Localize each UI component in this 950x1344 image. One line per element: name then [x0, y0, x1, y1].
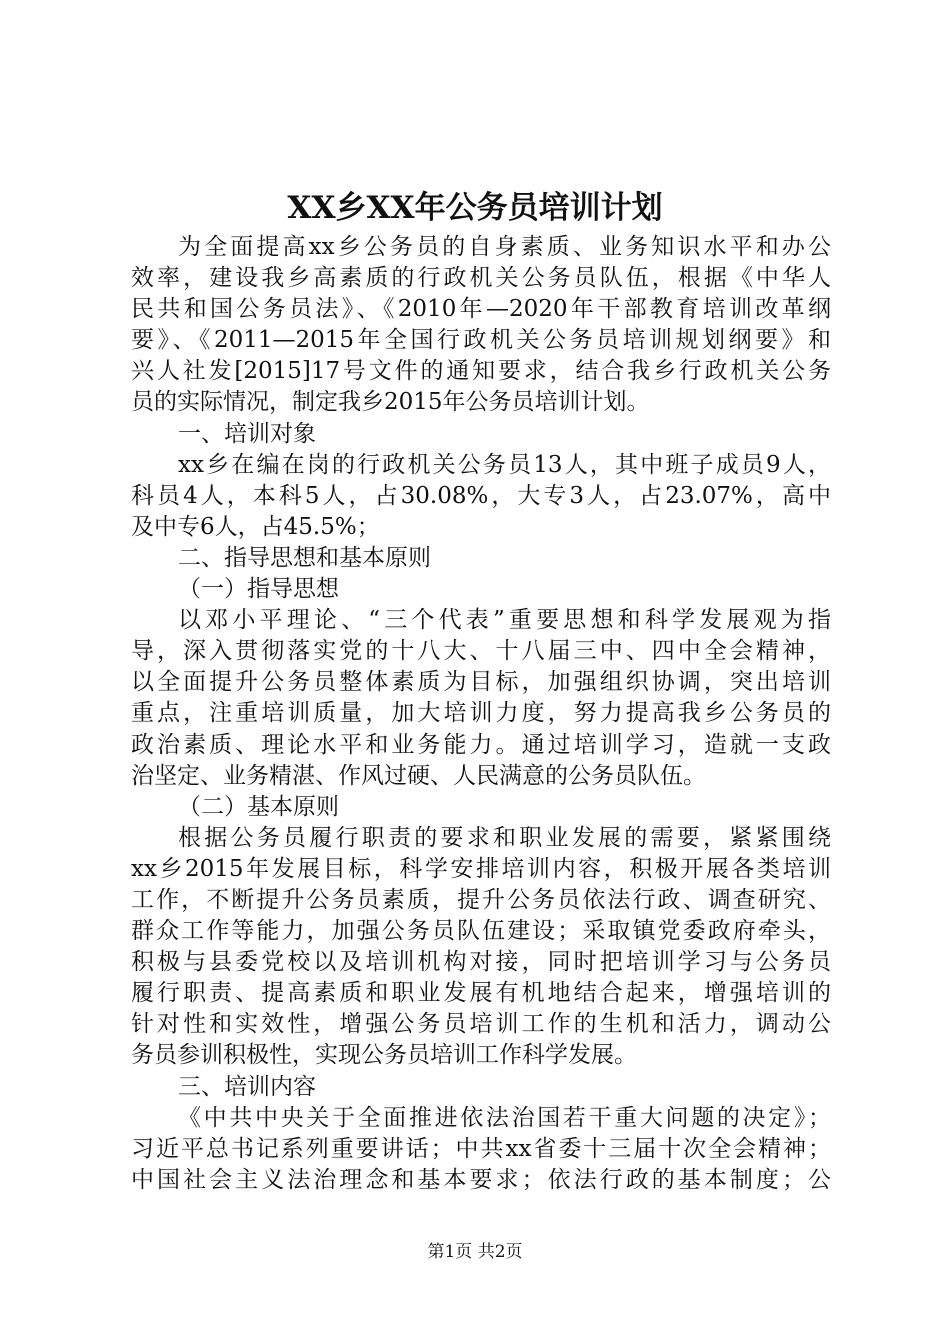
text-line: 习近平总书记系列重要讲话；中共xx省委十三届十次全会精神；	[131, 1135, 831, 1162]
text-line: 治坚定、业务精湛、作风过硬、人民满意的公务员队伍。	[131, 762, 706, 789]
text-line: 科员4人，本科5人，占30.08%，大专3人，占23.07%，高中	[131, 482, 831, 509]
text-line: 以全面提升公务员整体素质为目标，加强组织协调，突出培训	[131, 669, 831, 696]
document-title: XX乡XX年公务员培训计划	[287, 190, 663, 226]
text-line: 民共和国公务员法》、《2010年—2020年干部教育培训改革纲	[131, 296, 831, 323]
text-line: 要》、《2011—2015年全国行政机关公务员培训规划纲要》和	[131, 327, 831, 354]
text-line: 群众工作等能力，加强公务员队伍建设；采取镇党委政府牵头，	[131, 918, 831, 945]
text-line: xx乡在编在岗的行政机关公务员13人，其中班子成员9人，	[178, 451, 831, 478]
text-line: 政治素质、理论水平和业务能力。通过培训学习，造就一支政	[131, 731, 831, 758]
text-line: 积极与县委党校以及培训机构对接，同时把培训学习与公务员	[131, 949, 831, 976]
text-line: 根据公务员履行职责的要求和职业发展的需要，紧紧围绕	[178, 824, 831, 851]
text-line: （二）基本原则	[178, 793, 339, 820]
text-line: 一、培训对象	[178, 420, 316, 447]
text-line: 及中专6人，占45.5%；	[131, 513, 380, 540]
text-line: 三、培训内容	[178, 1073, 316, 1100]
text-line: 以邓小平理论、“三个代表”重要思想和科学发展观为指	[178, 607, 831, 634]
text-line: 中国社会主义法治理念和基本要求；依法行政的基本制度；公	[131, 1166, 831, 1193]
text-line: 二、指导思想和基本原则	[178, 544, 431, 571]
page-footer: 第1页 共2页	[427, 1242, 523, 1262]
text-line: 兴人社发[2015]17号文件的通知要求，结合我乡行政机关公务	[131, 358, 831, 385]
text-line: （一）指导思想	[178, 576, 339, 603]
text-line: 效率，建设我乡高素质的行政机关公务员队伍，根据《中华人	[131, 265, 831, 292]
text-line: 务员参训积极性，实现公务员培训工作科学发展。	[131, 1042, 637, 1069]
text-line: 《中共中央关于全面推进依法治国若干重大问题的决定》；	[178, 1104, 831, 1131]
text-line: 导，深入贯彻落实党的十八大、十八届三中、四中全会精神，	[131, 638, 831, 665]
text-line: 工作，不断提升公务员素质，提升公务员依法行政、调查研究、	[131, 886, 831, 913]
text-line: xx乡2015年发展目标，科学安排培训内容，积极开展各类培训	[131, 855, 831, 882]
text-line: 员的实际情况，制定我乡2015年公务员培训计划。	[131, 389, 650, 416]
document-body	[131, 232, 831, 1196]
text-line: 针对性和实效性，增强公务员培训工作的生机和活力，调动公	[131, 1011, 831, 1038]
text-line: 履行职责、提高素质和职业发展有机地结合起来，增强培训的	[131, 980, 831, 1007]
text-line: 重点，注重培训质量，加大培训力度，努力提高我乡公务员的	[131, 700, 831, 727]
text-line: 为全面提高xx乡公务员的自身素质、业务知识水平和办公	[178, 234, 831, 260]
